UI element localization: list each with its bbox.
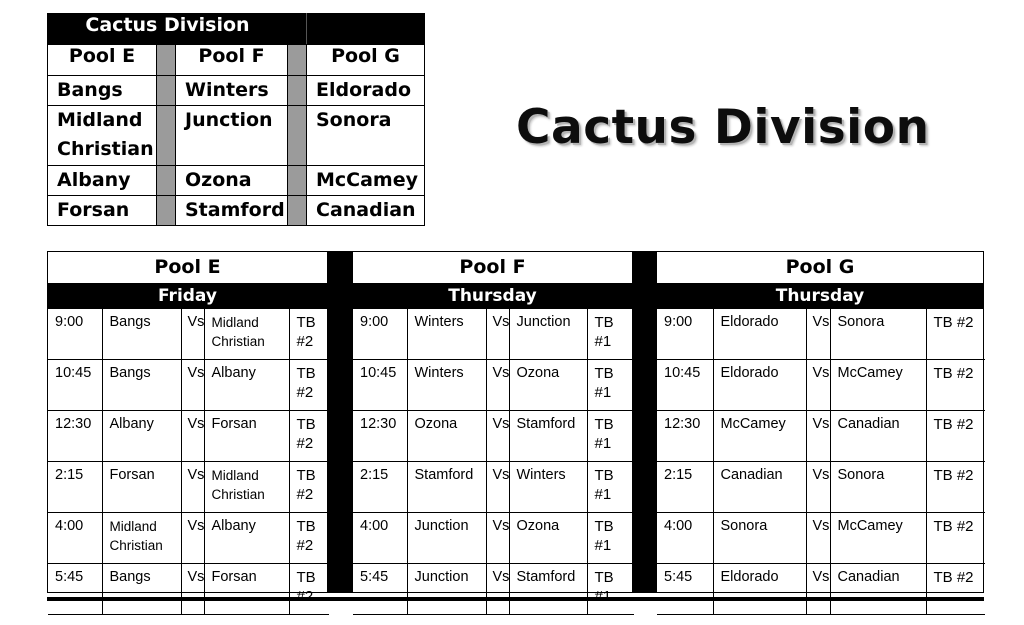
column-separator [288,45,307,76]
pool-day-banner: Thursday [657,284,983,309]
header-pool-e: Pool E [48,45,157,76]
away-team: Sonora [830,309,926,360]
away-team: Canadian [830,411,926,462]
game-row [353,564,634,615]
division-table-row [48,106,425,166]
game-row [657,513,985,564]
away-team: Stamford [509,564,587,615]
division-table-title-row [48,14,425,45]
team-cell: Forsan [48,196,157,226]
pool-title: Pool G [657,252,983,284]
home-team: McCamey [713,411,806,462]
home-team: Stamford [407,462,486,513]
team-cell: Bangs [48,76,157,106]
division-table-row [48,166,425,196]
versus-label: Vs [486,462,509,513]
team-cell: Eldorado [307,76,425,106]
versus-label: Vs [486,564,509,615]
pool-divider [328,251,352,593]
pool-day-banner: Friday [48,284,327,309]
away-team: McCamey [830,360,926,411]
home-team: Eldorado [713,360,806,411]
column-separator [157,76,176,106]
versus-label: Vs [806,309,830,360]
versus-label: Vs [806,513,830,564]
game-time: 12:30 [657,411,713,462]
versus-label: Vs [181,411,204,462]
game-time: 12:30 [353,411,407,462]
home-team: Bangs [102,309,181,360]
game-time: 9:00 [48,309,102,360]
versus-label: Vs [486,411,509,462]
game-row [657,462,985,513]
pool-f-schedule [352,251,633,605]
game-time: 2:15 [657,462,713,513]
versus-label: Vs [181,309,204,360]
game-row [48,513,329,564]
pool-g-schedule [656,251,984,593]
column-separator [157,106,176,166]
column-separator [157,196,176,226]
home-team: Canadian [713,462,806,513]
field-label: TB #2 [289,411,329,462]
team-cell: McCamey [307,166,425,196]
game-row [48,360,329,411]
division-table-title: Cactus Division [48,14,288,45]
division-table-row [48,196,425,226]
team-cell: Midland Christian [48,106,157,166]
home-team: Sonora [713,513,806,564]
games-table [657,309,985,615]
away-team: Forsan [204,411,289,462]
game-time: 10:45 [657,360,713,411]
pool-day-banner: Thursday [353,284,632,309]
game-row [48,411,329,462]
game-time: 4:00 [657,513,713,564]
field-label: TB #2 [926,360,985,411]
field-label: TB #1 [587,411,634,462]
team-cell: Winters [176,76,288,106]
team-cell: Albany [48,166,157,196]
away-team: Junction [509,309,587,360]
away-team: Sonora [830,462,926,513]
away-team: Albany [204,360,289,411]
division-table-header-row [48,45,425,76]
field-label: TB #1 [587,360,634,411]
team-cell: Stamford [176,196,288,226]
game-time: 2:15 [353,462,407,513]
game-time: 10:45 [48,360,102,411]
game-row [657,564,985,615]
team-cell: Junction [176,106,288,166]
pool-title: Pool E [48,252,327,284]
home-team: Ozona [407,411,486,462]
team-cell: Canadian [307,196,425,226]
game-time: 9:00 [353,309,407,360]
field-label: TB #2 [289,564,329,615]
column-separator [288,106,307,166]
schedule [47,251,984,605]
game-time: 12:30 [48,411,102,462]
field-label: TB #1 [587,462,634,513]
field-label: TB #1 [587,564,634,615]
away-team: Ozona [509,513,587,564]
field-label: TB #2 [289,513,329,564]
column-separator [288,196,307,226]
game-row [48,462,329,513]
away-team: Forsan [204,564,289,615]
versus-label: Vs [806,564,830,615]
home-team: Winters [407,360,486,411]
game-row [353,309,634,360]
field-label: TB #2 [926,513,985,564]
column-separator [288,76,307,106]
game-time: 5:45 [353,564,407,615]
field-label: TB #2 [926,564,985,615]
field-label: TB #2 [926,462,985,513]
game-time: 5:45 [48,564,102,615]
versus-label: Vs [806,462,830,513]
header-pool-f: Pool F [176,45,288,76]
team-cell: Sonora [307,106,425,166]
home-team: Midland Christian [102,513,181,564]
game-row [353,411,634,462]
versus-label: Vs [486,513,509,564]
game-time: 5:45 [657,564,713,615]
versus-label: Vs [181,462,204,513]
game-time: 9:00 [657,309,713,360]
column-separator [157,166,176,196]
game-time: 4:00 [48,513,102,564]
division-table-row [48,76,425,106]
game-row [657,360,985,411]
away-team: Canadian [830,564,926,615]
versus-label: Vs [181,564,204,615]
pool-e-schedule [47,251,328,605]
versus-label: Vs [486,309,509,360]
pool-divider [633,251,657,593]
home-team: Junction [407,513,486,564]
field-label: TB #1 [587,513,634,564]
pool-title: Pool F [353,252,632,284]
title-cell-blank [307,14,425,45]
game-row [353,360,634,411]
away-team: Stamford [509,411,587,462]
away-team: Midland Christian [204,462,289,513]
game-row [48,564,329,615]
versus-label: Vs [181,513,204,564]
versus-label: Vs [806,411,830,462]
home-team: Junction [407,564,486,615]
game-row [657,309,985,360]
home-team: Bangs [102,564,181,615]
away-team: McCamey [830,513,926,564]
home-team: Eldorado [713,309,806,360]
home-team: Eldorado [713,564,806,615]
home-team: Forsan [102,462,181,513]
games-table [353,309,634,615]
game-time: 4:00 [353,513,407,564]
home-team: Winters [407,309,486,360]
game-row [353,513,634,564]
field-label: TB #1 [587,309,634,360]
games-table [48,309,329,615]
home-team: Bangs [102,360,181,411]
field-label: TB #2 [289,462,329,513]
field-label: TB #2 [289,309,329,360]
field-label: TB #2 [926,411,985,462]
game-row [353,462,634,513]
game-row [657,411,985,462]
division-pools-table [47,13,425,226]
game-time: 2:15 [48,462,102,513]
field-label: TB #2 [289,360,329,411]
column-separator [157,45,176,76]
page-title: Cactus Division [516,100,930,155]
away-team: Midland Christian [204,309,289,360]
game-row [48,309,329,360]
versus-label: Vs [806,360,830,411]
column-separator [288,14,307,45]
home-team: Albany [102,411,181,462]
versus-label: Vs [486,360,509,411]
away-team: Ozona [509,360,587,411]
game-time: 10:45 [353,360,407,411]
away-team: Winters [509,462,587,513]
away-team: Albany [204,513,289,564]
column-separator [288,166,307,196]
versus-label: Vs [181,360,204,411]
header-pool-g: Pool G [307,45,425,76]
field-label: TB #2 [926,309,985,360]
team-cell: Ozona [176,166,288,196]
